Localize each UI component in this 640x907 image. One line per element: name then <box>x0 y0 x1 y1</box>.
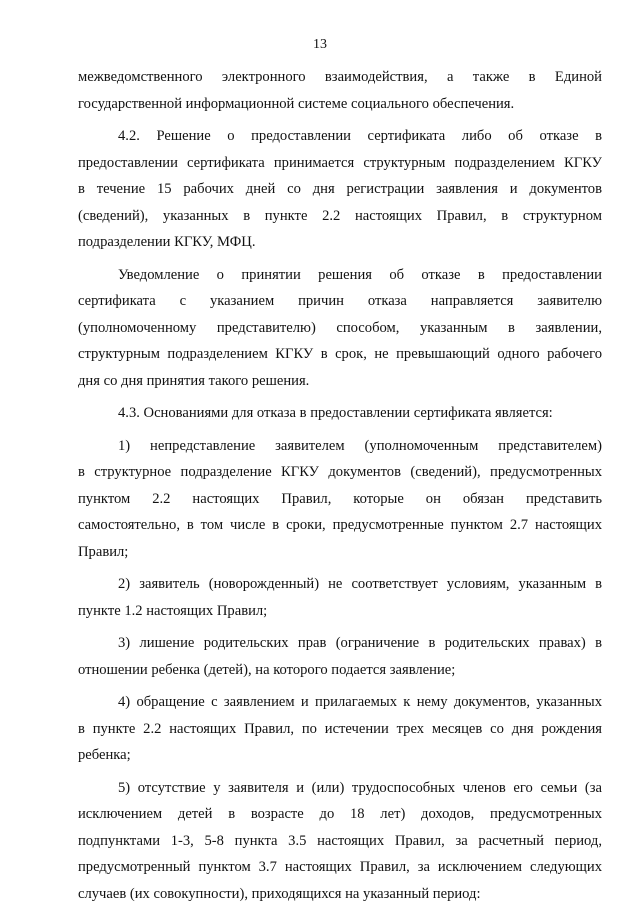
list-item-3 <box>78 630 602 683</box>
text-line: дня со дня принятия такого решения. <box>78 368 602 395</box>
paragraph-4-2 <box>78 123 602 256</box>
text-line: подпунктами 1-3, 5-8 пункта 3.5 настоящих Правил, за расчетный период, <box>78 828 602 855</box>
text-line: ребенка; <box>78 742 602 769</box>
text-line: пункте 1.2 настоящих Правил; <box>78 598 602 625</box>
text-line: государственной информационной системе социального обеспечения. <box>78 91 602 118</box>
paragraph-4-3 <box>78 400 602 427</box>
text-line: случаев (их совокупности), приходящихся на указанный период: <box>78 881 602 907</box>
text-line: в течение 15 рабочих дней со дня регистрации заявления и документов <box>78 176 602 203</box>
text-line: сертификата с указанием причин отказа направляется заявителю <box>78 288 602 315</box>
text-line: исключением детей в возрасте до 18 лет) доходов, предусмотренных <box>78 801 602 828</box>
text-line: 1) непредставление заявителем (уполномоченным представителем) <box>78 433 602 460</box>
page-number: 13 <box>0 37 640 53</box>
text-line: 5) отсутствие у заявителя и (или) трудоспособных членов его семьи (за <box>78 775 602 802</box>
text-line: структурным подразделением КГКУ в срок, не превышающий одного рабочего <box>78 341 602 368</box>
text-line: Правил; <box>78 539 602 566</box>
text-line: 4.3. Основаниями для отказа в предоставлении сертификата является: <box>78 400 602 427</box>
text-line: предоставлении сертификата принимается структурным подразделением КГКУ <box>78 150 602 177</box>
text-line: в структурное подразделение КГКУ документов (сведений), предусмотренных <box>78 459 602 486</box>
text-line: в пункте 2.2 настоящих Правил, по истечении трех месяцев со дня рождения <box>78 716 602 743</box>
list-item-4 <box>78 689 602 769</box>
text-line: 3) лишение родительских прав (ограничение в родительских правах) в <box>78 630 602 657</box>
text-line: пунктом 2.2 настоящих Правил, которые он обязан представить <box>78 486 602 513</box>
text-line: самостоятельно, в том числе в сроки, предусмотренные пунктом 2.7 настоящих <box>78 512 602 539</box>
text-line: (уполномоченному представителю) способом, указанным в заявлении, <box>78 315 602 342</box>
text-line: отношении ребенка (детей), на которого подается заявление; <box>78 657 602 684</box>
text-line: предусмотренный пунктом 3.7 настоящих Правил, за исключением следующих <box>78 854 602 881</box>
text-line: 4.2. Решение о предоставлении сертификата либо об отказе в <box>78 123 602 150</box>
text-line: подразделении КГКУ, МФЦ. <box>78 229 602 256</box>
text-line: межведомственного электронного взаимодействия, а также в Единой <box>78 64 602 91</box>
list-item-5 <box>78 775 602 907</box>
document-body <box>78 64 602 907</box>
list-item-1 <box>78 433 602 566</box>
text-line: Уведомление о принятии решения об отказе в предоставлении <box>78 262 602 289</box>
text-line: 2) заявитель (новорожденный) не соответствует условиям, указанным в <box>78 571 602 598</box>
text-line: (сведений), указанных в пункте 2.2 настоящих Правил, в структурном <box>78 203 602 230</box>
text-line: 4) обращение с заявлением и прилагаемых к нему документов, указанных <box>78 689 602 716</box>
list-item-2 <box>78 571 602 624</box>
paragraph-continuation <box>78 64 602 117</box>
paragraph-notification <box>78 262 602 395</box>
